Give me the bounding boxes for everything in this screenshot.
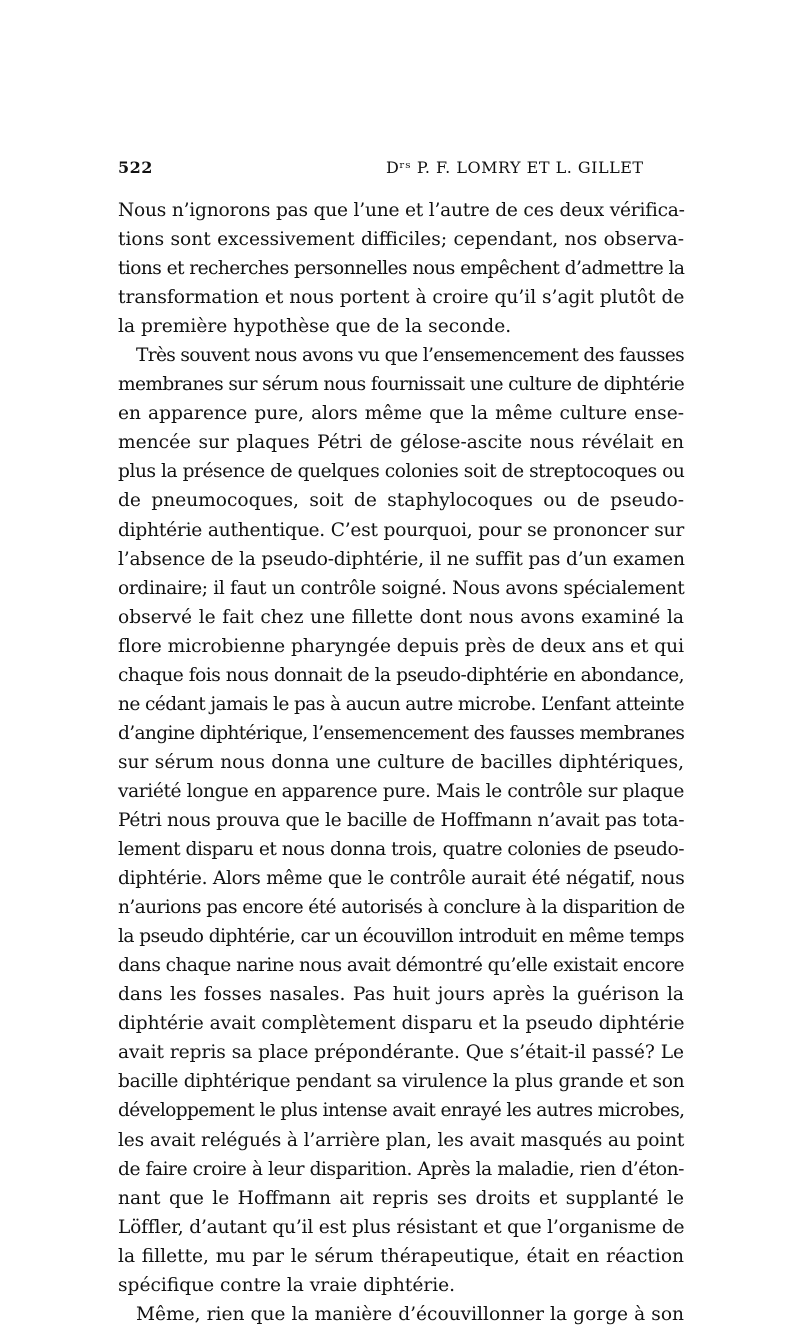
text-line: membranes sur sérum nous fournissait une culture de diphtérie	[118, 374, 685, 396]
text-line: développement le plus intense avait enrayé les autres microbes,	[118, 1100, 685, 1122]
text-line: ordinaire; il faut un contrôle soigné. Nous avons spécialement	[118, 577, 685, 599]
text-line: variété longue en apparence pure. Mais le contrôle sur plaque	[118, 780, 684, 802]
text-line: diphtérie. Alors même que le contrôle aurait été négatif, nous	[118, 868, 685, 890]
text-line: transformation et nous portent à croire qu’il s’agit plutôt de	[118, 287, 685, 309]
text-line: dans chaque narine nous avait démontré qu’elle existait encore	[118, 955, 684, 977]
text-line: de pneumocoques, soit de staphylocoques ou de pseudo-	[118, 490, 684, 512]
text-line: d’angine diphtérique, l’ensemencement des fausses membranes	[118, 722, 685, 744]
running-head: Dʳˢ P. F. LOMRY ET L. GILLET	[386, 158, 644, 177]
text-line: les avait relégués à l’arrière plan, les avait masqués au point	[118, 1129, 685, 1151]
page-number: 522	[118, 158, 153, 177]
text-line: l’absence de la pseudo-diphtérie, il ne suffit pas d’un examen	[118, 548, 685, 570]
text-line: Nous n’ignorons pas que l’une et l’autre de ces deux vérifica-	[118, 200, 685, 221]
text-line: mencée sur plaques Pétri de gélose-ascite nous révélait en	[118, 432, 684, 454]
text-line: flore microbienne pharyngée depuis près de deux ans et qui	[118, 635, 685, 657]
text-line: tions et recherches personnelles nous empêchent d’admettre la	[118, 258, 685, 280]
body-text	[118, 196, 684, 1329]
text-line: en apparence pure, alors même que la même culture ense-	[118, 403, 684, 425]
text-line: n’aurions pas encore été autorisés à conclure à la disparition de	[118, 897, 685, 919]
text-line: bacille diphtérique pendant sa virulence la plus grande et son	[118, 1071, 685, 1093]
text-line: diphtérie authentique. C’est pourquoi, pour se prononcer sur	[118, 519, 684, 541]
text-line: dans les fosses nasales. Pas huit jours après la guérison la	[118, 984, 684, 1006]
text-line: nant que le Hoffmann ait repris ses droits et supplanté le	[118, 1187, 684, 1209]
text-line: la première hypothèse que de la seconde.	[118, 316, 512, 338]
text-line: plus la présence de quelques colonies soit de streptocoques ou	[118, 461, 685, 483]
text-line: sur sérum nous donna une culture de bacilles diphtériques,	[118, 751, 684, 773]
text-line: tions sont excessivement difficiles; cependant, nos observa-	[118, 229, 684, 251]
text-line: Même, rien que la manière d’écouvillonner la gorge à son	[136, 1303, 684, 1325]
text-line: Très souvent nous avons vu que l’ensemencement des fausses	[136, 345, 684, 367]
text-line: la fillette, mu par le sérum thérapeutique, était en réaction	[118, 1245, 684, 1267]
text-line: lement disparu et nous donna trois, quatre colonies de pseudo-	[118, 839, 684, 861]
text-line: ne cédant jamais le pas à aucun autre microbe. L’enfant atteinte	[118, 693, 684, 715]
text-line: la pseudo diphtérie, car un écouvillon introduit en même temps	[118, 926, 684, 948]
text-line: spécifique contre la vraie diphtérie.	[118, 1274, 456, 1296]
text-line: avait repris sa place prépondérante. Que s’était-il passé? Le	[118, 1042, 684, 1064]
text-line: diphtérie avait complètement disparu et la pseudo diphtérie	[118, 1013, 685, 1035]
text-line: observé le fait chez une fillette dont nous avons examiné la	[118, 606, 684, 628]
page-header	[118, 158, 684, 188]
text-line: Pétri nous prouva que le bacille de Hoffmann n’avait pas tota-	[118, 809, 685, 831]
text-line: de faire croire à leur disparition. Après la maladie, rien d’éton-	[118, 1158, 684, 1180]
text-line: chaque fois nous donnait de la pseudo-diphtérie en abondance,	[118, 664, 684, 686]
text-line: Löffler, d’autant qu’il est plus résistant et que l’organisme de	[118, 1216, 685, 1238]
